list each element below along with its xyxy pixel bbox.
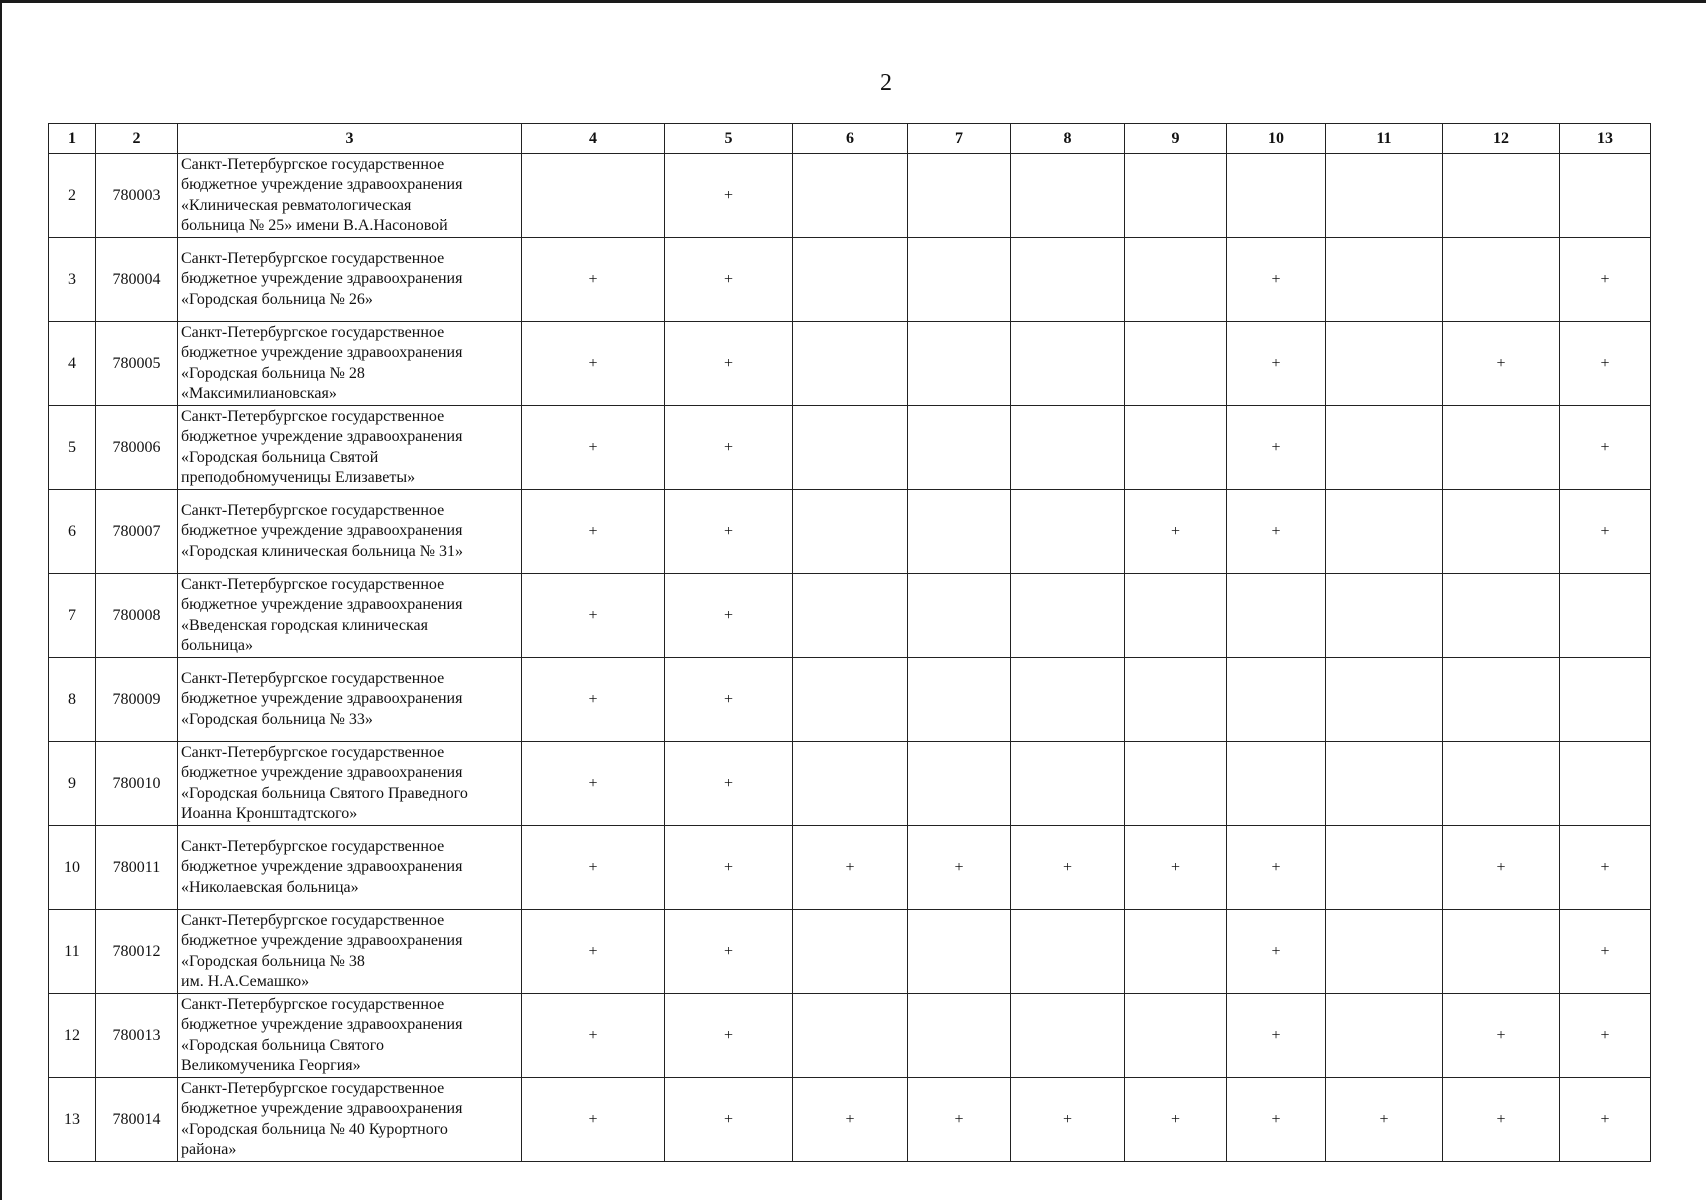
table-row [49,826,1651,910]
mark-cell [1125,994,1227,1078]
organization-name-line: бюджетное учреждение здравоохранения [181,858,463,876]
mark-cell: + [1443,994,1560,1078]
mark-cell [1560,658,1651,742]
mark-cell: + [1443,826,1560,910]
registry-code-cell: 780005 [96,322,178,406]
header-cell: 3 [178,124,522,154]
mark-cell [1326,658,1443,742]
organization-name-line: Санкт-Петербургское государственное [181,837,445,855]
mark-cell: + [1125,490,1227,574]
header-cell: 9 [1125,124,1227,154]
registry-table [48,123,1651,1162]
mark-cell: + [665,322,793,406]
organization-name-line: «Городская больница Святого [181,1036,384,1054]
organization-name-line: «Городская больница Святой [181,448,379,466]
header-cell: 8 [1011,124,1125,154]
registry-code-cell: 780010 [96,742,178,826]
mark-cell: + [1560,1078,1651,1162]
organization-name-cell [178,490,522,574]
mark-cell: + [908,826,1011,910]
mark-cell [1011,658,1125,742]
mark-cell [1011,490,1125,574]
organization-name-line: бюджетное учреждение здравоохранения [181,428,463,445]
organization-name-line: «Городская больница № 40 Курортного [181,1120,448,1138]
mark-cell: + [1560,994,1651,1078]
mark-cell [908,994,1011,1078]
organization-name-line: района» [181,1141,237,1158]
mark-cell [1011,742,1125,826]
organization-name-cell [178,658,522,742]
mark-cell [1560,742,1651,826]
organization-name-line: Великомученика Георгия» [181,1057,361,1074]
registry-code-cell: 780013 [96,994,178,1078]
organization-name-line: Санкт-Петербургское государственное [181,155,445,173]
mark-cell [1326,490,1443,574]
organization-name-line: бюджетное учреждение здравоохранения [181,270,463,288]
registry-code-cell: 780007 [96,490,178,574]
mark-cell: + [1125,826,1227,910]
mark-cell [1326,154,1443,238]
mark-cell [1011,154,1125,238]
mark-cell [1560,154,1651,238]
mark-cell [793,238,908,322]
organization-name-line: «Городская больница № 33» [181,710,373,728]
mark-cell: + [665,574,793,658]
organization-name-line: «Максимилиановская» [181,385,337,402]
mark-cell: + [1326,1078,1443,1162]
mark-cell [1326,826,1443,910]
mark-cell: + [665,658,793,742]
mark-cell: + [522,658,665,742]
organization-name-line: бюджетное учреждение здравоохранения [181,932,463,949]
registry-code-cell: 780003 [96,154,178,238]
mark-cell [1443,154,1560,238]
mark-cell [1443,910,1560,994]
mark-cell [1227,574,1326,658]
row-number-cell: 13 [49,1078,96,1162]
mark-cell [1560,574,1651,658]
mark-cell [908,742,1011,826]
mark-cell: + [522,238,665,322]
table-row [49,406,1651,490]
organization-name-line: Иоанна Кронштадтского» [181,805,358,822]
mark-cell [1011,322,1125,406]
mark-cell [793,910,908,994]
page-number: 2 [880,70,892,96]
mark-cell [793,658,908,742]
mark-cell [1227,658,1326,742]
mark-cell [1011,238,1125,322]
organization-name-line: «Городская больница № 38 [181,952,365,970]
organization-name-line: «Городская больница № 28 [181,364,365,382]
mark-cell: + [1443,322,1560,406]
organization-name-line: больница № 25» имени В.А.Насоновой [181,217,448,234]
mark-cell: + [522,574,665,658]
mark-cell [908,574,1011,658]
row-number-cell: 5 [49,406,96,490]
mark-cell: + [522,406,665,490]
mark-cell [1326,994,1443,1078]
mark-cell [1011,994,1125,1078]
table-row [49,574,1651,658]
row-number-cell: 6 [49,490,96,574]
mark-cell [908,238,1011,322]
mark-cell [1443,658,1560,742]
header-row [49,124,1651,154]
row-number-cell: 11 [49,910,96,994]
organization-name-line: Санкт-Петербургское государственное [181,669,445,687]
organization-name-line: «Городская больница Святого Праведного [181,784,468,802]
mark-cell: + [522,826,665,910]
mark-cell: + [1125,1078,1227,1162]
organization-name-line: «Введенская городская клиническая [181,616,428,634]
mark-cell [793,994,908,1078]
registry-code-cell: 780008 [96,574,178,658]
mark-cell: + [522,322,665,406]
organization-name-line: бюджетное учреждение здравоохранения [181,176,463,193]
row-number-cell: 8 [49,658,96,742]
table-row [49,490,1651,574]
mark-cell: + [1560,238,1651,322]
row-number-cell: 9 [49,742,96,826]
mark-cell: + [522,910,665,994]
row-number-cell: 4 [49,322,96,406]
mark-cell [793,406,908,490]
mark-cell: + [665,406,793,490]
mark-cell: + [1227,910,1326,994]
registry-code-cell: 780012 [96,910,178,994]
mark-cell: + [1560,490,1651,574]
header-cell: 7 [908,124,1011,154]
mark-cell [793,490,908,574]
table-row [49,742,1651,826]
organization-name-line: Санкт-Петербургское государственное [181,575,445,593]
mark-cell: + [1011,826,1125,910]
mark-cell: + [1227,826,1326,910]
mark-cell [1443,490,1560,574]
registry-code-cell: 780009 [96,658,178,742]
mark-cell: + [665,994,793,1078]
organization-name-line: «Городская клиническая больница № 31» [181,542,463,560]
organization-name-cell [178,742,522,826]
mark-cell [793,574,908,658]
mark-cell [1125,322,1227,406]
mark-cell [908,406,1011,490]
organization-name-line: бюджетное учреждение здравоохранения [181,344,463,361]
mark-cell: + [522,742,665,826]
organization-name-cell [178,406,522,490]
table-body [49,154,1651,1162]
row-number-cell: 3 [49,238,96,322]
mark-cell [1125,742,1227,826]
mark-cell [1326,574,1443,658]
organization-name-line: Санкт-Петербургское государственное [181,743,445,761]
mark-cell [1326,910,1443,994]
mark-cell: + [665,910,793,994]
mark-cell: + [1227,406,1326,490]
mark-cell [1326,742,1443,826]
mark-cell [908,658,1011,742]
organization-name-line: бюджетное учреждение здравоохранения [181,522,463,540]
organization-name-line: бюджетное учреждение здравоохранения [181,1100,463,1117]
mark-cell [1326,406,1443,490]
mark-cell [1443,238,1560,322]
mark-cell: + [665,742,793,826]
organization-name-line: «Клиническая ревматологическая [181,196,412,214]
header-cell: 2 [96,124,178,154]
mark-cell: + [1227,490,1326,574]
mark-cell [1125,910,1227,994]
mark-cell: + [665,1078,793,1162]
mark-cell: + [522,994,665,1078]
table-row [49,910,1651,994]
mark-cell [1443,742,1560,826]
organization-name-cell [178,994,522,1078]
mark-cell: + [1227,322,1326,406]
mark-cell [1125,406,1227,490]
table-row [49,154,1651,238]
table-row [49,658,1651,742]
mark-cell: + [1560,406,1651,490]
table-row [49,1078,1651,1162]
mark-cell [1125,574,1227,658]
mark-cell: + [665,238,793,322]
organization-name-line: больница» [181,637,253,654]
organization-name-cell [178,238,522,322]
header-cell: 11 [1326,124,1443,154]
organization-name-cell [178,574,522,658]
organization-name-cell [178,322,522,406]
row-number-cell: 12 [49,994,96,1078]
mark-cell [908,910,1011,994]
organization-name-line: «Городская больница № 26» [181,290,373,308]
mark-cell: + [522,1078,665,1162]
organization-name-line: преподобномученицы Елизаветы» [181,469,416,486]
mark-cell: + [1560,322,1651,406]
mark-cell [1227,154,1326,238]
organization-name-line: бюджетное учреждение здравоохранения [181,1016,463,1033]
mark-cell: + [1560,826,1651,910]
organization-name-line: Санкт-Петербургское государственное [181,995,445,1013]
organization-name-cell [178,826,522,910]
header-cell: 6 [793,124,908,154]
mark-cell [1125,238,1227,322]
mark-cell: + [1227,1078,1326,1162]
mark-cell [1125,154,1227,238]
mark-cell: + [1560,910,1651,994]
mark-cell [1326,238,1443,322]
header-cell: 12 [1443,124,1560,154]
page-top-border [0,0,1706,3]
mark-cell [793,154,908,238]
mark-cell: + [665,154,793,238]
organization-name-line: Санкт-Петербургское государственное [181,249,445,267]
organization-name-line: «Николаевская больница» [181,878,359,896]
mark-cell [1227,742,1326,826]
table-row [49,322,1651,406]
row-number-cell: 2 [49,154,96,238]
mark-cell: + [665,490,793,574]
mark-cell: + [1011,1078,1125,1162]
mark-cell [908,322,1011,406]
header-cell: 10 [1227,124,1326,154]
mark-cell: + [908,1078,1011,1162]
row-number-cell: 10 [49,826,96,910]
organization-name-line: Санкт-Петербургское государственное [181,501,445,519]
mark-cell: + [1227,994,1326,1078]
mark-cell: + [665,826,793,910]
mark-cell: + [1443,1078,1560,1162]
organization-name-line: Санкт-Петербургское государственное [181,323,445,341]
mark-cell [793,742,908,826]
organization-name-line: бюджетное учреждение здравоохранения [181,764,463,781]
organization-name-cell [178,1078,522,1162]
header-cell: 13 [1560,124,1651,154]
mark-cell [1011,406,1125,490]
mark-cell [1326,322,1443,406]
header-cell: 4 [522,124,665,154]
mark-cell [908,154,1011,238]
page-left-border [0,0,2,1200]
organization-name-line: Санкт-Петербургское государственное [181,911,445,929]
organization-name-line: Санкт-Петербургское государственное [181,1079,445,1097]
row-number-cell: 7 [49,574,96,658]
mark-cell [793,322,908,406]
header-cell: 5 [665,124,793,154]
mark-cell [1125,658,1227,742]
mark-cell [908,490,1011,574]
registry-code-cell: 780006 [96,406,178,490]
registry-code-cell: 780004 [96,238,178,322]
mark-cell [1443,406,1560,490]
organization-name-cell [178,910,522,994]
organization-name-cell [178,154,522,238]
mark-cell: + [1227,238,1326,322]
registry-code-cell: 780014 [96,1078,178,1162]
mark-cell: + [522,490,665,574]
organization-name-line: бюджетное учреждение здравоохранения [181,596,463,613]
mark-cell [1443,574,1560,658]
mark-cell: + [793,826,908,910]
organization-name-line: бюджетное учреждение здравоохранения [181,690,463,708]
table-row [49,994,1651,1078]
mark-cell [1011,910,1125,994]
registry-code-cell: 780011 [96,826,178,910]
organization-name-line: Санкт-Петербургское государственное [181,407,445,425]
table-row [49,238,1651,322]
mark-cell: + [793,1078,908,1162]
organization-name-line: им. Н.А.Семашко» [181,973,310,990]
mark-cell [1011,574,1125,658]
header-cell: 1 [49,124,96,154]
mark-cell [522,154,665,238]
